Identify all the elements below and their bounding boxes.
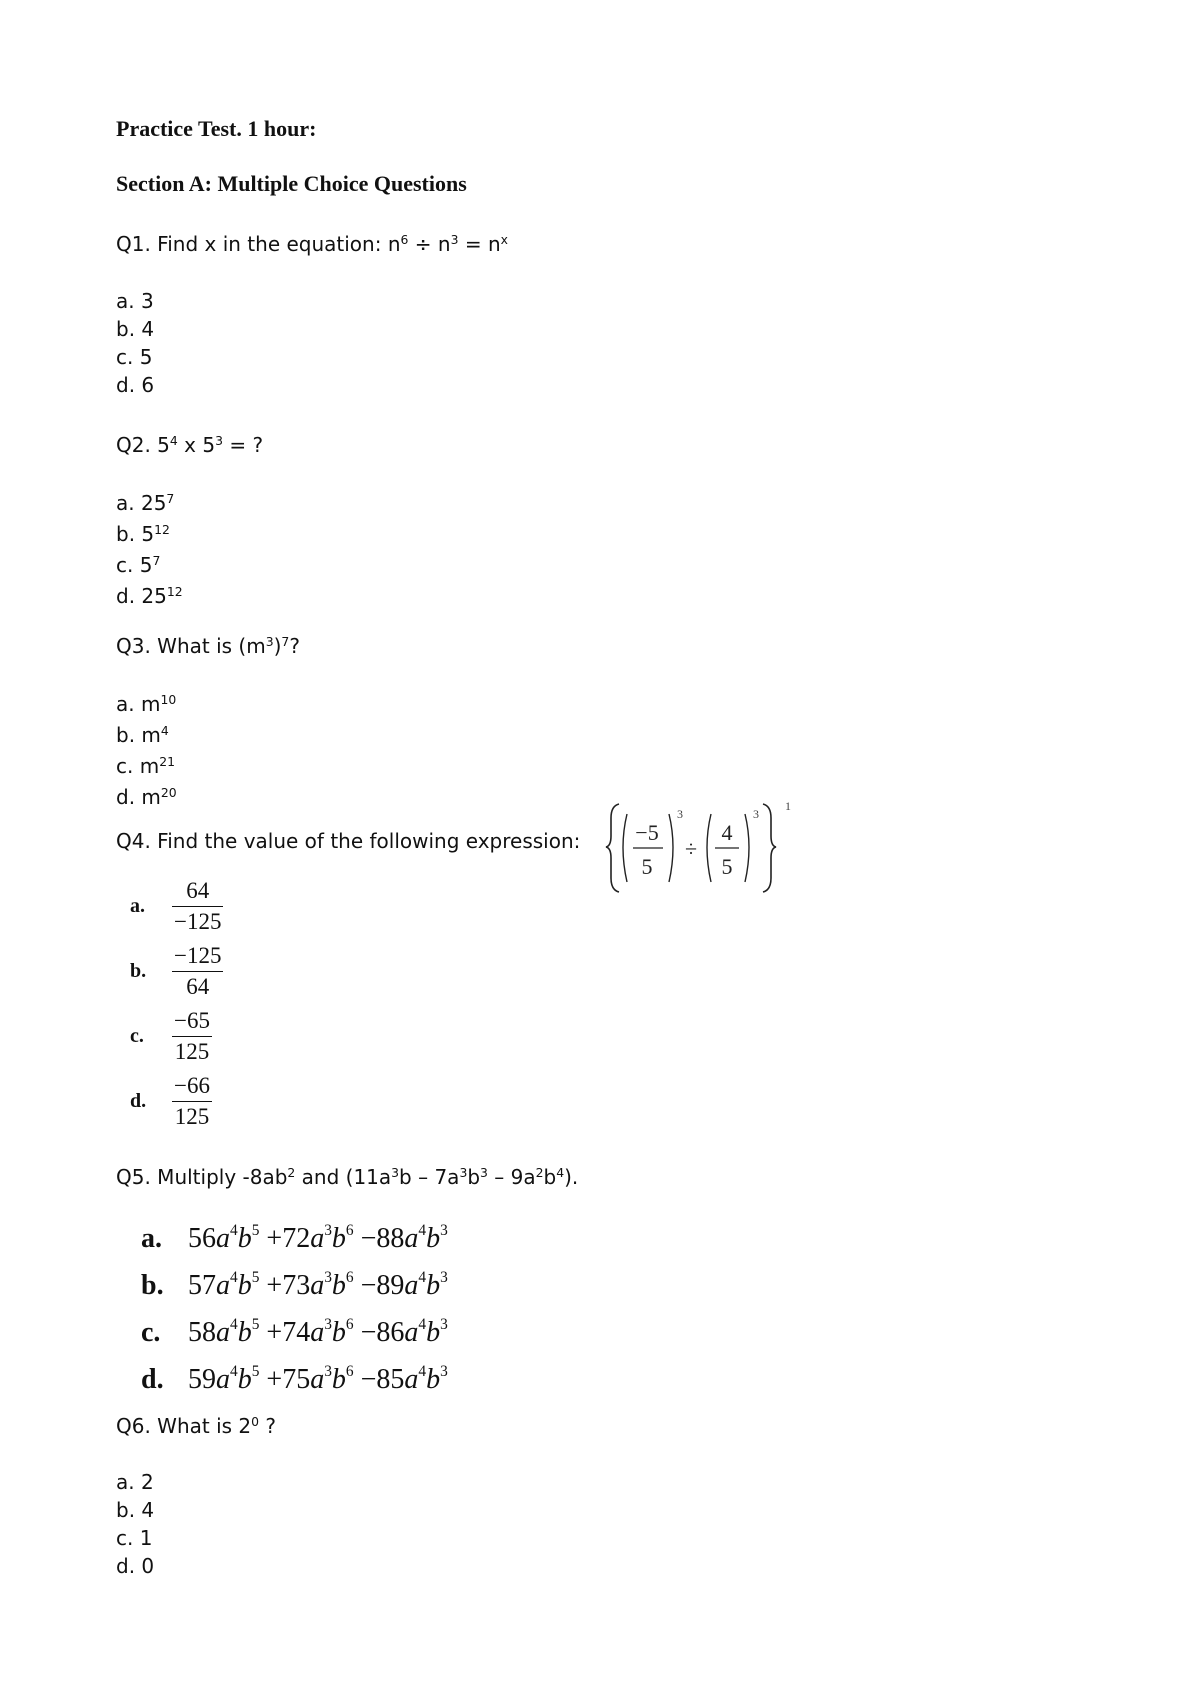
frac2-den: 5 (721, 854, 733, 879)
question-6: Q6. What is $2^0$ ? (116, 1414, 277, 1438)
option: b. 4 (116, 317, 155, 341)
option: a. $25^7$ (116, 491, 175, 515)
question-2: Q2. $5^4$ x $5^3$ = ? (116, 433, 264, 457)
option: a. $\frac{64}{-125}$ (130, 878, 222, 934)
left-brace (606, 804, 619, 892)
question-1: Q1. Find x in the equation: $n^6 \div n^3 = n^x$ (116, 232, 508, 256)
option: d. 6 (116, 373, 155, 397)
question-6-options (116, 1468, 154, 1580)
question-5: Q5. Multiply $-8ab^2$ and $(11a^3b - 7a^3b^3 - 9a^2b^4)$. (116, 1165, 579, 1189)
option: c. 5 (116, 345, 153, 369)
page-title: Practice Test. 1 hour: (116, 116, 317, 141)
divide-sign: ÷ (684, 836, 698, 861)
option: c. $\frac{-65}{125}$ (130, 1008, 210, 1064)
frac1-num: −5 (635, 820, 659, 845)
option: b. $57a^4b^5 +73a^3b^6 -89a^4b^3$ (141, 1269, 448, 1301)
option: c. 1 (116, 1526, 153, 1550)
right-paren (745, 814, 749, 882)
left-paren (707, 814, 711, 882)
question-4: Q4. Find the value of the following expression: (116, 829, 581, 853)
option: a. 2 (116, 1470, 154, 1494)
question-3: Q3. What is $(m^3)^7$? (116, 634, 300, 658)
option: b. 4 (116, 1498, 155, 1522)
q4-expression (605, 800, 800, 895)
question-1-options (116, 287, 154, 399)
section-heading: Section A: Multiple Choice Questions (116, 171, 467, 196)
option: a. 3 (116, 289, 154, 313)
question-3-options (116, 690, 177, 814)
exp1: 3 (677, 807, 683, 821)
left-paren (623, 814, 627, 882)
option: c. $5^7$ (116, 553, 161, 577)
option: c. $58a^4b^5 +74a^3b^6 -86a^4b^3$ (141, 1316, 448, 1348)
option: a. $56a^4b^5 +72a^3b^6 -88a^4b^3$ (141, 1222, 448, 1254)
frac1-den: 5 (641, 854, 653, 879)
option: b. $\frac{-125}{64}$ (130, 943, 222, 999)
option: d. $\frac{-66}{125}$ (130, 1073, 210, 1129)
option: d. $m^{20}$ (116, 785, 177, 809)
right-paren (669, 814, 673, 882)
option: c. $m^{21}$ (116, 754, 175, 778)
outer-exp: 1 (785, 800, 791, 813)
question-2-options (116, 489, 183, 613)
option: d. 0 (116, 1554, 155, 1578)
option: d. $25^{12}$ (116, 584, 183, 608)
exp2: 3 (753, 807, 759, 821)
question-5-options (141, 1217, 448, 1405)
option: b. $5^{12}$ (116, 522, 170, 546)
option: a. $m^{10}$ (116, 692, 177, 716)
frac2-num: 4 (721, 820, 733, 845)
option: b. $m^4$ (116, 723, 169, 747)
option: d. $59a^4b^5 +75a^3b^6 -85a^4b^3$ (141, 1363, 448, 1395)
question-4-options (130, 876, 223, 1136)
right-brace (763, 804, 776, 892)
